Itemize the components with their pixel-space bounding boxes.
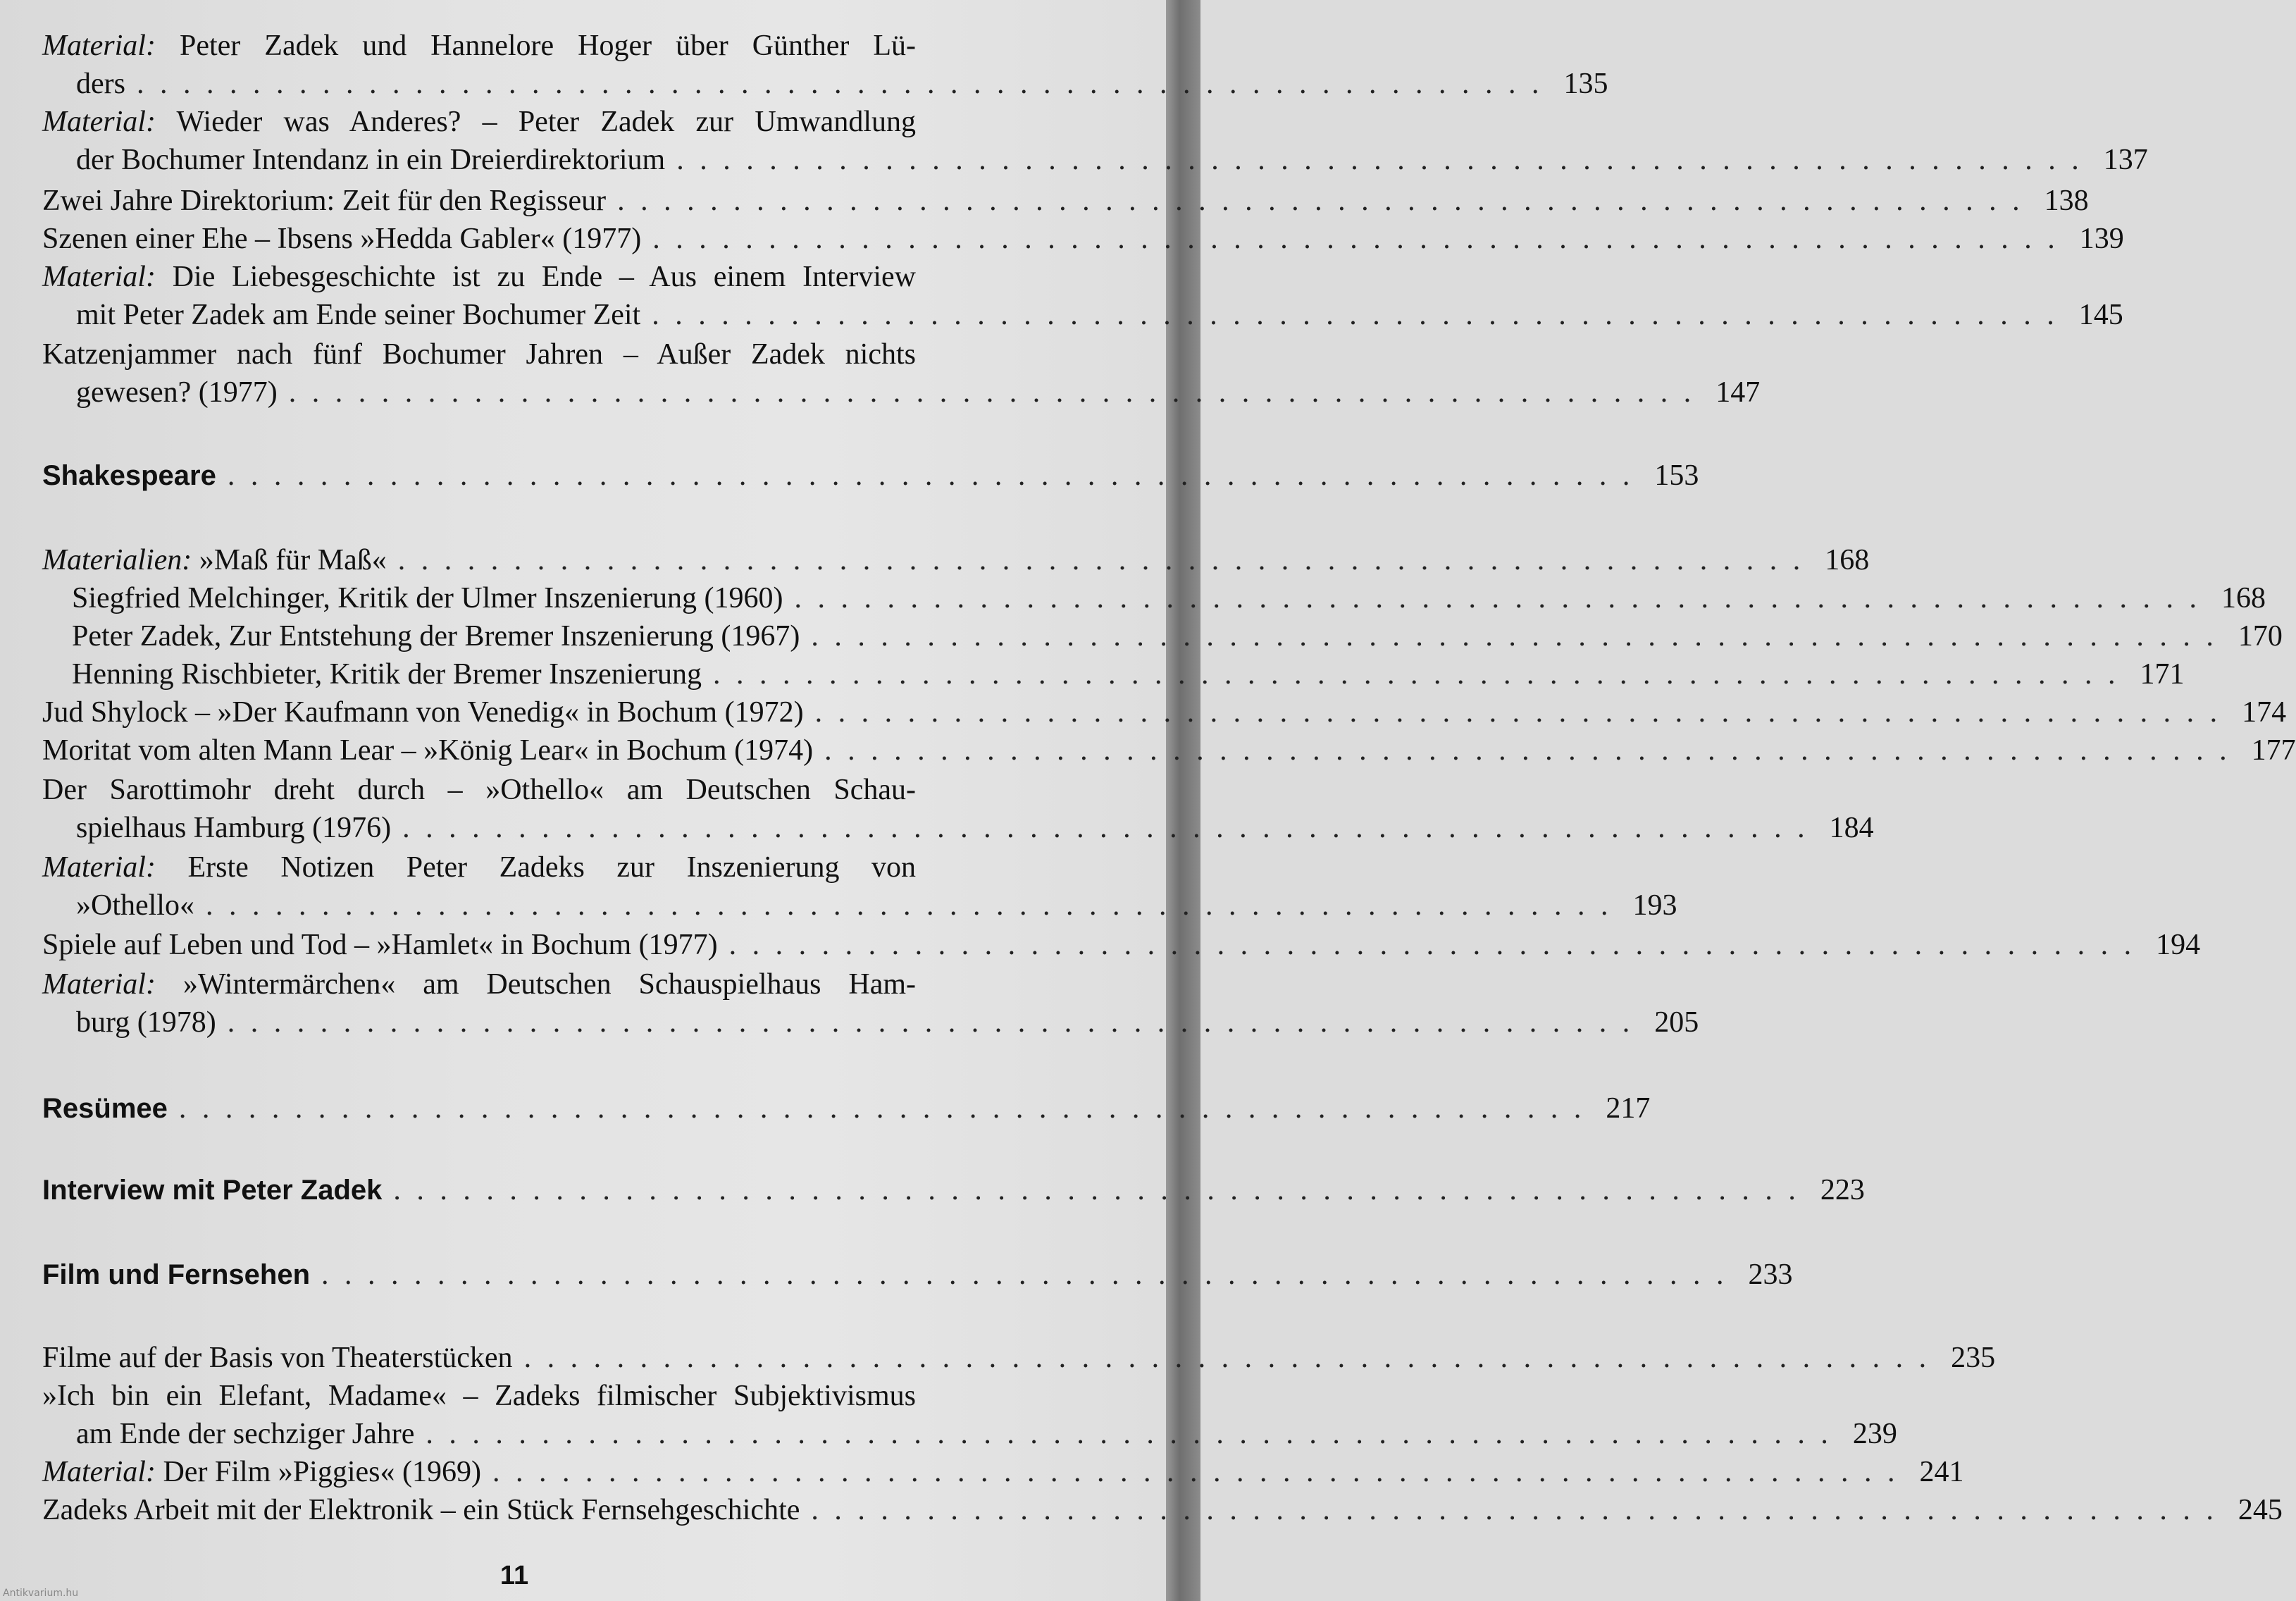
entry-page: 205 <box>1654 1006 1699 1039</box>
toc-section-line <box>42 1089 1651 1127</box>
section-page: 223 <box>1820 1174 1865 1206</box>
entry-page: 168 <box>1825 544 1870 576</box>
dot-leader: . . . . . . . . . . . . . . . . . . . . . . . . . . . . . . . . . . . . . . . . . . . . . . . . . . . . . . . . . . . . . <box>652 299 2059 331</box>
toc-entry-last-line <box>42 886 1677 925</box>
entry-page: 184 <box>1829 812 1874 844</box>
entry-title-first: Der Sarottimohr dreht durch – »Othello« am Deutschen Schau- <box>42 774 916 806</box>
dot-leader: . . . . . . . . . . . . . . . . . . . . . . . . . . . . . . . . . . . . . . . . . . . . . . . . . . . . . . . . . . . . . <box>814 696 2222 729</box>
entry-page: 145 <box>2078 299 2123 331</box>
entry-title: Jud Shylock – »Der Kaufmann von Venedig« in Bochum (1972) <box>42 696 804 729</box>
dot-leader: . . . . . . . . . . . . . . . . . . . . . . . . . . . . . . . . . . . . . . . . . . . . . . . . . . . . . . . . . . . . . <box>617 185 2024 217</box>
toc-entry-first-line <box>42 965 916 1003</box>
dot-leader: . . . . . . . . . . . . . . . . . . . . . . . . . . . . . . . . . . . . . . . . . . . . . . . . . . . . . . . . . . . . . <box>205 889 1613 922</box>
toc-entry <box>42 1339 1996 1377</box>
toc-entry-line <box>42 693 2287 731</box>
toc-entry-line <box>42 926 2201 964</box>
toc-entry <box>42 103 2148 179</box>
toc-entry-line <box>42 182 2089 220</box>
toc-entry <box>42 926 2201 964</box>
entry-title: Szenen einer Ehe – Ibsens »Hedda Gabler« (1977) <box>42 223 642 255</box>
entry-page: 147 <box>1715 376 1761 409</box>
toc-entry-last-line <box>42 296 2123 334</box>
dot-leader: . . . . . . . . . . . . . . . . . . . . . . . . . . . . . . . . . . . . . . . . . . . . . . . . . . . . . . . . . . . . . <box>227 1006 1634 1039</box>
toc-section-line <box>42 1171 1865 1209</box>
section-title: Resümee <box>42 1093 168 1124</box>
entry-title-last: spielhaus Hamburg (1976) <box>76 812 392 844</box>
entry-title-last: am Ende der sechziger Jahre <box>76 1418 415 1450</box>
toc-entry-line <box>42 579 2266 617</box>
dot-leader: . . . . . . . . . . . . . . . . . . . . . . . . . . . . . . . . . . . . . . . . . . . . . . . . . . . . . . . . . . . . . <box>652 223 2059 255</box>
entry-page: 138 <box>2044 185 2089 217</box>
section-title: Film und Fernsehen <box>42 1259 311 1290</box>
toc-entry <box>42 27 1608 103</box>
entry-title-first: »Wintermärchen« am Deutschen Schauspielhaus Ham- <box>182 968 916 1001</box>
toc-section-line <box>42 1256 1793 1294</box>
entry-page: 193 <box>1632 889 1677 922</box>
entry-title: Zwei Jahre Direktorium: Zeit für den Regisseur <box>42 185 607 217</box>
toc-entry-first-line <box>42 1377 916 1415</box>
toc-entry <box>42 1453 1964 1491</box>
entry-title: Der Film »Piggies« (1969) <box>163 1456 481 1488</box>
toc-entry-line <box>42 1491 2283 1529</box>
toc-entry <box>42 541 1870 579</box>
dot-leader: . . . . . . . . . . . . . . . . . . . . . . . . . . . . . . . . . . . . . . . . . . . . . . . . . . . . . . . . . . . . . <box>523 1342 1931 1374</box>
entry-title: Peter Zadek, Zur Entstehung der Bremer Inszenierung (1967) <box>72 620 800 653</box>
toc-entry-first-line <box>42 335 916 373</box>
watermark: Antikvarium.hu <box>3 1588 79 1599</box>
toc-entry <box>42 965 1699 1041</box>
entry-page: 137 <box>2103 144 2148 176</box>
entry-title: Henning Rischbieter, Kritik der Bremer Inszenierung <box>72 658 702 691</box>
entry-title-first: Katzenjammer nach fünf Bochumer Jahren – Außer Zadek nichts <box>42 338 916 371</box>
toc-entry-first-line <box>42 258 916 296</box>
dot-leader: . . . . . . . . . . . . . . . . . . . . . . . . . . . . . . . . . . . . . . . . . . . . . . . . . . . . . . . . . . . . . <box>824 734 2231 767</box>
toc-section <box>42 1089 1651 1127</box>
entry-page: 235 <box>1951 1342 1996 1374</box>
entry-label: Materialien: <box>42 544 192 576</box>
toc-entry-first-line <box>42 27 916 65</box>
dot-leader: . . . . . . . . . . . . . . . . . . . . . . . . . . . . . . . . . . . . . . . . . . . . . . . . . . . . . . . . . . . . . <box>728 929 2136 961</box>
entry-page: 239 <box>1852 1418 1897 1450</box>
entry-page: 170 <box>2238 620 2283 653</box>
toc-entry-line <box>42 541 1870 579</box>
toc-entry-first-line <box>42 848 916 886</box>
entry-page: 194 <box>2156 929 2201 961</box>
toc-entry <box>42 617 2283 655</box>
section-page: 233 <box>1748 1259 1793 1291</box>
dot-leader: . . . . . . . . . . . . . . . . . . . . . . . . . . . . . . . . . . . . . . . . . . . . . . . . . . . . . . . . . . . . . <box>676 144 2083 176</box>
toc-entry <box>42 771 1874 847</box>
dot-leader: . . . . . . . . . . . . . . . . . . . . . . . . . . . . . . . . . . . . . . . . . . . . . . . . . . . . . . . . . . . . . <box>811 1494 2218 1526</box>
entry-label: Material: <box>42 30 156 62</box>
entry-label: Material: <box>42 261 156 293</box>
dot-leader: . . . . . . . . . . . . . . . . . . . . . . . . . . . . . . . . . . . . . . . . . . . . . . . . . . . . . . . . . . . . . <box>811 620 2218 653</box>
toc-entry-first-line <box>42 771 916 809</box>
dot-leader: . . . . . . . . . . . . . . . . . . . . . . . . . . . . . . . . . . . . . . . . . . . . . . . . . . . . . . . . . . . . . <box>794 582 2201 614</box>
toc-entry-line <box>42 731 2296 769</box>
dot-leader: . . . . . . . . . . . . . . . . . . . . . . . . . . . . . . . . . . . . . . . . . . . . . . . . . . . . . . . . . . . . . <box>426 1418 1832 1450</box>
toc-entry-line <box>42 617 2283 655</box>
toc-entry <box>42 731 2296 769</box>
entry-title: »Maß für Maß« <box>199 544 387 576</box>
entry-title-last: »Othello« <box>76 889 194 922</box>
toc-entry-first-line <box>42 103 916 141</box>
section-title: Shakespeare <box>42 460 216 491</box>
toc-entry <box>42 693 2287 731</box>
toc-entry <box>42 655 2185 693</box>
dot-leader: . . . . . . . . . . . . . . . . . . . . . . . . . . . . . . . . . . . . . . . . . . . . . . . . . . . . . . . . . . . . . <box>321 1259 1728 1291</box>
entry-title-last: gewesen? (1977) <box>76 376 278 409</box>
dot-leader: . . . . . . . . . . . . . . . . . . . . . . . . . . . . . . . . . . . . . . . . . . . . . . . . . . . . . . . . . . . . . <box>397 544 1805 576</box>
toc-entry-last-line <box>42 1415 1897 1453</box>
dot-leader: . . . . . . . . . . . . . . . . . . . . . . . . . . . . . . . . . . . . . . . . . . . . . . . . . . . . . . . . . . . . . <box>393 1174 1800 1206</box>
entry-page: 171 <box>2140 658 2185 691</box>
toc-entry-line <box>42 1453 1964 1491</box>
dot-leader: . . . . . . . . . . . . . . . . . . . . . . . . . . . . . . . . . . . . . . . . . . . . . . . . . . . . . . . . . . . . . <box>136 68 1544 100</box>
entry-label: Material: <box>42 968 156 1001</box>
toc-entry-last-line <box>42 65 1608 103</box>
toc-entry-line <box>42 220 2124 258</box>
toc-entry <box>42 335 1761 412</box>
entry-title-last: burg (1978) <box>76 1006 216 1039</box>
section-title: Interview mit Peter Zadek <box>42 1175 383 1206</box>
entry-label: Material: <box>42 1456 156 1488</box>
entry-title-first: Die Liebesgeschichte ist zu Ende – Aus einem Interview <box>172 261 917 293</box>
entry-page: 135 <box>1563 68 1608 100</box>
entry-page: 241 <box>1919 1456 1964 1488</box>
toc-section-line <box>42 457 1699 495</box>
toc-entry <box>42 258 2123 334</box>
toc-entry <box>42 1491 2283 1529</box>
dot-leader: . . . . . . . . . . . . . . . . . . . . . . . . . . . . . . . . . . . . . . . . . . . . . . . . . . . . . . . . . . . . . <box>402 812 1809 844</box>
toc-section <box>42 457 1699 495</box>
dot-leader: . . . . . . . . . . . . . . . . . . . . . . . . . . . . . . . . . . . . . . . . . . . . . . . . . . . . . . . . . . . . . <box>227 459 1634 492</box>
toc-entry-last-line <box>42 809 1874 847</box>
toc-entry-last-line <box>42 141 2148 179</box>
toc-section <box>42 1256 1793 1294</box>
entry-title: Spiele auf Leben und Tod – »Hamlet« in Bochum (1977) <box>42 929 718 961</box>
entry-title-first: »Ich bin ein Elefant, Madame« – Zadeks filmischer Subjektivismus <box>42 1380 916 1412</box>
entry-title: Siegfried Melchinger, Kritik der Ulmer Inszenierung (1960) <box>72 582 783 614</box>
dot-leader: . . . . . . . . . . . . . . . . . . . . . . . . . . . . . . . . . . . . . . . . . . . . . . . . . . . . . . . . . . . . . <box>713 658 2120 691</box>
entry-page: 245 <box>2238 1494 2283 1526</box>
dot-leader: . . . . . . . . . . . . . . . . . . . . . . . . . . . . . . . . . . . . . . . . . . . . . . . . . . . . . . . . . . . . . <box>288 376 1696 409</box>
entry-title: Zadeks Arbeit mit der Elektronik – ein Stück Fernsehgeschichte <box>42 1494 800 1526</box>
toc-entry <box>42 220 2124 258</box>
entry-title: Moritat vom alten Mann Lear – »König Lear« in Bochum (1974) <box>42 734 814 767</box>
entry-title-first: Wieder was Anderes? – Peter Zadek zur Umwandlung <box>176 106 916 138</box>
entry-page: 139 <box>2079 223 2124 255</box>
toc-entry <box>42 848 1677 925</box>
section-page: 217 <box>1606 1092 1651 1125</box>
toc-entry <box>42 182 2089 220</box>
entry-title-first: Erste Notizen Peter Zadeks zur Inszenierung von <box>187 851 917 884</box>
entry-page: 174 <box>2242 696 2287 729</box>
entry-title-first: Peter Zadek und Hannelore Hoger über Günther Lü- <box>179 30 917 62</box>
toc-entry-line <box>42 1339 1996 1377</box>
section-page: 153 <box>1654 459 1699 492</box>
toc-entry-line <box>42 655 2185 693</box>
toc-entry-last-line <box>42 1003 1699 1041</box>
toc-entry <box>42 1377 1897 1453</box>
entry-title-last: ders <box>76 68 125 100</box>
entry-title: Filme auf der Basis von Theaterstücken <box>42 1342 513 1374</box>
entry-page: 168 <box>2221 582 2266 614</box>
toc-section <box>42 1171 1865 1209</box>
entry-title-last: der Bochumer Intendanz in ein Dreierdirektorium <box>76 144 666 176</box>
dot-leader: . . . . . . . . . . . . . . . . . . . . . . . . . . . . . . . . . . . . . . . . . . . . . . . . . . . . . . . . . . . . . <box>492 1456 1899 1488</box>
entry-title-last: mit Peter Zadek am Ende seiner Bochumer Zeit <box>76 299 641 331</box>
toc-entry <box>42 579 2266 617</box>
dot-leader: . . . . . . . . . . . . . . . . . . . . . . . . . . . . . . . . . . . . . . . . . . . . . . . . . . . . . . . . . . . . . <box>178 1092 1586 1125</box>
entry-page: 177 <box>2251 734 2296 767</box>
entry-label: Material: <box>42 106 156 138</box>
toc-entry-last-line <box>42 373 1761 412</box>
page-number: 11 <box>499 1561 529 1590</box>
entry-label: Material: <box>42 851 156 884</box>
